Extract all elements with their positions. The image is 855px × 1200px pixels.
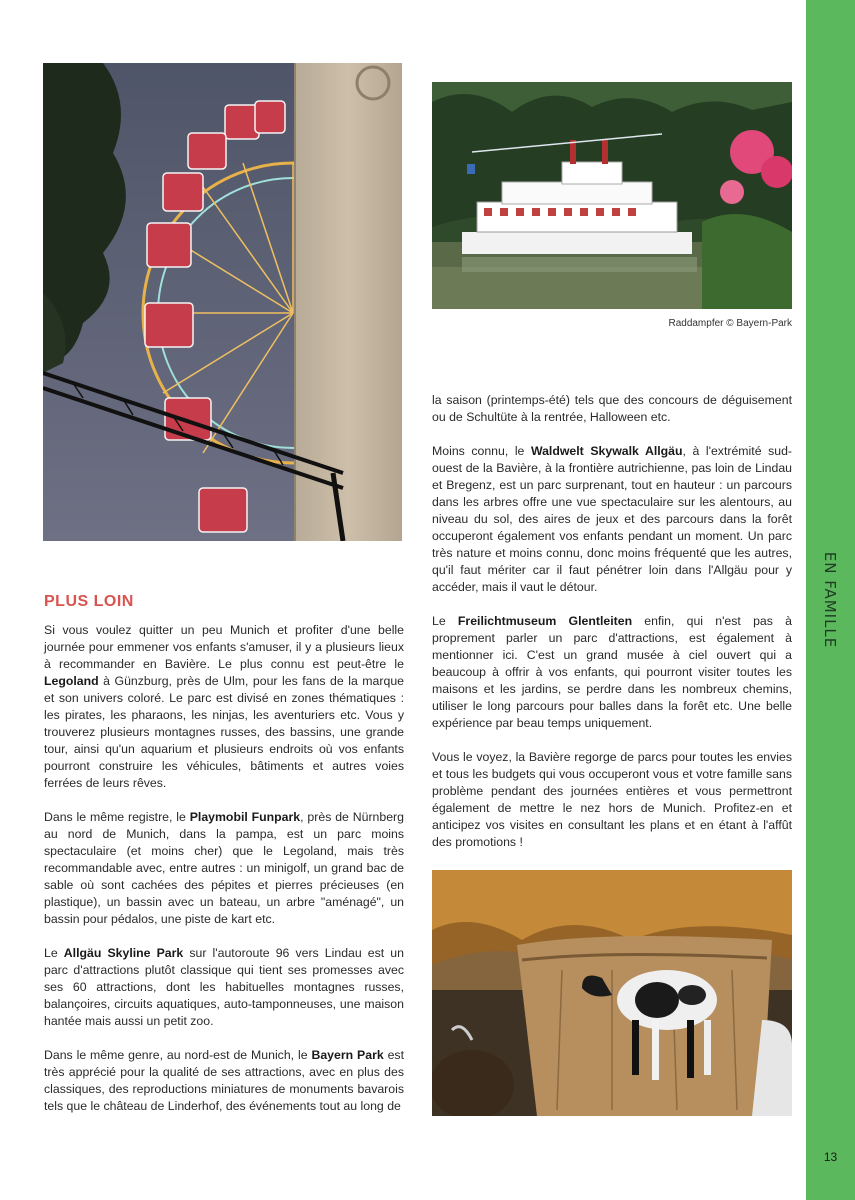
goats-image (432, 870, 792, 1116)
text-run: , à l'extrémité sud-ouest de la Bavière, à la frontière autrichienne, pas loin de Lindau et Bregenz, est un parc surprenant, tout en hauteur : un parcours dans les arbres offre une vue spectaculaire sur les alentours, au niveau du sol, des aires de jeux et des parcours dans la forêt occuperont également vos enfants pendant un moment. Un parc très nature et moins connu, donc moins fréquenté que les autres, qu'il faut mériter car il faut pénétrer loin dans l'Allgäu pour y accéder, mais il vaut le détour. (432, 444, 792, 594)
text-run: Le (432, 614, 458, 628)
sidebar-section-label: EN FAMILLE (821, 551, 839, 649)
paragraph-skyline (44, 945, 404, 1030)
section-heading: PLUS LOIN (44, 593, 134, 610)
paddle-steamer-image (432, 82, 792, 309)
ferris-wheel-image (43, 63, 402, 541)
park-name-playmobil: Playmobil Funpark (189, 810, 301, 824)
photo-caption: Raddampfer © Bayern-Park (668, 318, 792, 329)
page-number: 13 (823, 1150, 838, 1164)
paragraph-legoland (44, 622, 404, 792)
text-run: enfin, qui n'est pas à proprement parler un parc d'attractions, est également à mentionner ici. C'est un grand musée à ciel ouvert qui a beaucoup à offrir à vos enfants, qui pourront visiter toutes les maisons et les jardins, se perdre dans les nombreux chemins, utiliser le long parcours pour balles dans la forêt etc. Une belle expérience par beau temps uniquement. (432, 614, 792, 730)
sidebar-band (806, 0, 855, 1200)
park-name-skywalk: Waldwelt Skywalk Allgäu (530, 444, 683, 458)
text-run: à Günzburg, près de Ulm, pour les fans de la marque et son univers coloré. Le parc est divisé en zones thématiques : les pirates, les pharaons, les ninjas, les aventuriers etc. Vous y trouverez plusieurs montagnes russes, des bassins, une grande tour, ainsi qu'un aquarium et plusieurs endroits où vos enfants pourront construire les véhicules, bâtiments et autres voies ferrées de leurs rêves. (44, 674, 404, 790)
text-run: Dans le même genre, au nord-est de Munich, le (44, 1048, 312, 1062)
text-run: Dans le même registre, le (44, 810, 190, 824)
right-text-column (432, 392, 792, 851)
goats-photo (432, 870, 792, 1116)
text-run: sur l'autoroute 96 vers Lindau est un parc d'attractions plutôt classique qui tient ses promesses avec ses 60 attractions, dont les habituelles montagnes russes, balançoires, circuits aquatiques, auto-tamponneuses, une maison hantée mais aussi un petit zoo. (44, 946, 404, 1028)
paddle-steamer-photo (432, 82, 792, 309)
paragraph-playmobil (44, 809, 404, 928)
ferris-wheel-photo (43, 63, 402, 541)
paragraph-skywalk (432, 443, 792, 596)
park-name-bayern-park: Bayern Park (311, 1048, 384, 1062)
park-name-legoland: Legoland (44, 674, 99, 688)
paragraph-glentleiten (432, 613, 792, 732)
text-run: est très apprécié pour la qualité de ses attractions, avec en plus des classiques, des reproductions miniatures de monuments bavarois tels que le château de Linderhof, des événements tout au long de (44, 1048, 404, 1113)
park-name-glentleiten: Freilichtmuseum Glentleiten (457, 614, 633, 628)
text-run: , près de Nürnberg au nord de Munich, dans la pampa, est un parc moins spectaculaire (et moins cher) que le Legoland, mais très recommandable avec, entre autres : un minigolf, un grand bac de sable où sont cachées des pépites et pierres précieuses (en plastique), un bassin avec un bateau, un arbre "aménagé", un bassin pour pédalos, une piste de kart etc. (44, 810, 404, 926)
left-text-column (44, 593, 404, 1115)
paragraph-bayern-park (44, 1047, 404, 1115)
park-name-skyline: Allgäu Skyline Park (63, 946, 184, 960)
paragraph-conclusion: Vous le voyez, la Bavière regorge de parcs pour toutes les envies et tous les budgets qui vous occuperont vous et votre famille sans problème pendant des journées entières et vous permettront également de mettre le nez hors de Munich. Profitez-en et anticipez vos visites en consultant les plans et en étant à l'affût des promotions ! (432, 750, 792, 849)
text-run: Le (44, 946, 64, 960)
text-run: Moins connu, le (432, 444, 531, 458)
paragraph-season: la saison (printemps-été) tels que des concours de déguisement ou de Schultüte à la rentrée, Halloween etc. (432, 393, 792, 424)
text-run: Si vous voulez quitter un peu Munich et profiter d'une belle journée pour emmener vos enfants s'amuser, il y a plusieurs lieux à recommander en Bavière. Le plus connu est peut-être le (44, 623, 404, 671)
